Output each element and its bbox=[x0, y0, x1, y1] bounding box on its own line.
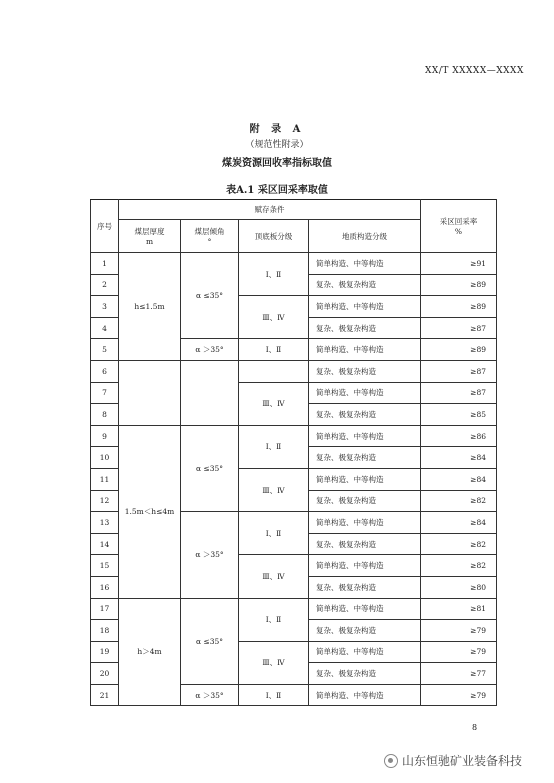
row-number: 20 bbox=[91, 663, 119, 685]
row-number: 21 bbox=[91, 684, 119, 706]
row-number: 17 bbox=[91, 598, 119, 620]
header-thickness-label: 煤层厚度 bbox=[134, 227, 165, 236]
recovery-rate-table bbox=[90, 199, 497, 706]
rate-cell: ≥80 bbox=[421, 576, 497, 598]
roof-cell: Ⅲ、Ⅳ bbox=[239, 296, 309, 339]
rate-cell: ≥87 bbox=[421, 360, 497, 382]
header-dip bbox=[181, 220, 239, 253]
table-row bbox=[91, 598, 497, 620]
thickness-cell-empty bbox=[119, 360, 181, 425]
rate-cell: ≥82 bbox=[421, 490, 497, 512]
structure-cell: 简单构造、中等构造 bbox=[309, 512, 421, 534]
structure-cell: 简单构造、中等构造 bbox=[309, 339, 421, 361]
header-structure: 地质构造分级 bbox=[309, 220, 421, 253]
rate-cell: ≥81 bbox=[421, 598, 497, 620]
thickness-cell: 1.5m＜h≤4m bbox=[119, 425, 181, 598]
row-number: 3 bbox=[91, 296, 119, 318]
table-row bbox=[91, 253, 497, 275]
row-number: 10 bbox=[91, 447, 119, 469]
roof-cell: Ⅲ、Ⅳ bbox=[239, 468, 309, 511]
roof-cell: Ⅰ、Ⅱ bbox=[239, 339, 309, 361]
watermark-text: 山东恒驰矿业装备科技 bbox=[402, 754, 523, 768]
rate-cell: ≥82 bbox=[421, 555, 497, 577]
thickness-cell: h＞4m bbox=[119, 598, 181, 706]
dip-cell: α ≤35° bbox=[181, 425, 239, 511]
structure-cell: 简单构造、中等构造 bbox=[309, 684, 421, 706]
row-number: 19 bbox=[91, 641, 119, 663]
table-caption: 表A.1 采区回采率取值 bbox=[226, 185, 328, 196]
dip-cell: α ＞35° bbox=[181, 339, 239, 361]
header-roof: 顶底板分级 bbox=[239, 220, 309, 253]
row-number: 8 bbox=[91, 404, 119, 426]
row-number: 5 bbox=[91, 339, 119, 361]
header-thickness-unit: m bbox=[145, 237, 154, 246]
rate-cell: ≥89 bbox=[421, 296, 497, 318]
rate-cell: ≥86 bbox=[421, 425, 497, 447]
rate-cell: ≥87 bbox=[421, 382, 497, 404]
structure-cell: 简单构造、中等构造 bbox=[309, 425, 421, 447]
dip-cell: α ≤35° bbox=[181, 598, 239, 684]
structure-cell: 复杂、极复杂构造 bbox=[309, 576, 421, 598]
dip-cell: α ＞35° bbox=[181, 512, 239, 598]
header-rate-unit: % bbox=[454, 227, 463, 236]
row-number: 2 bbox=[91, 274, 119, 296]
structure-cell: 复杂、极复杂构造 bbox=[309, 447, 421, 469]
roof-cell-empty bbox=[239, 360, 309, 382]
roof-cell: Ⅰ、Ⅱ bbox=[239, 425, 309, 468]
structure-cell: 简单构造、中等构造 bbox=[309, 382, 421, 404]
header-rate-label: 采区回采率 bbox=[439, 217, 478, 226]
watermark bbox=[384, 752, 522, 769]
structure-cell: 复杂、极复杂构造 bbox=[309, 533, 421, 555]
page-number: 8 bbox=[472, 723, 478, 732]
rate-cell: ≥79 bbox=[421, 684, 497, 706]
dip-cell: α ≤35° bbox=[181, 253, 239, 339]
roof-cell: Ⅰ、Ⅱ bbox=[239, 253, 309, 296]
structure-cell: 复杂、极复杂构造 bbox=[309, 620, 421, 642]
row-number: 14 bbox=[91, 533, 119, 555]
header-thickness bbox=[119, 220, 181, 253]
row-number: 13 bbox=[91, 512, 119, 534]
table-row bbox=[91, 425, 497, 447]
rate-cell: ≥84 bbox=[421, 512, 497, 534]
structure-cell: 简单构造、中等构造 bbox=[309, 296, 421, 318]
structure-cell: 复杂、极复杂构造 bbox=[309, 317, 421, 339]
roof-cell: Ⅰ、Ⅱ bbox=[239, 512, 309, 555]
rate-cell: ≥91 bbox=[421, 253, 497, 275]
header-rate bbox=[421, 200, 497, 253]
appendix-note: （规范性附录） bbox=[245, 140, 309, 150]
row-number: 18 bbox=[91, 620, 119, 642]
roof-cell: Ⅰ、Ⅱ bbox=[239, 598, 309, 641]
rate-cell: ≥79 bbox=[421, 641, 497, 663]
row-number: 6 bbox=[91, 360, 119, 382]
structure-cell: 复杂、极复杂构造 bbox=[309, 404, 421, 426]
roof-cell: Ⅲ、Ⅳ bbox=[239, 555, 309, 598]
header-conditions: 赋存条件 bbox=[119, 200, 421, 220]
structure-cell: 简单构造、中等构造 bbox=[309, 468, 421, 490]
roof-cell: Ⅲ、Ⅳ bbox=[239, 641, 309, 684]
structure-cell: 简单构造、中等构造 bbox=[309, 641, 421, 663]
dip-cell: α ＞35° bbox=[181, 684, 239, 706]
appendix-title: 附 录 A bbox=[249, 124, 305, 135]
row-number: 7 bbox=[91, 382, 119, 404]
rate-cell: ≥87 bbox=[421, 317, 497, 339]
row-number: 16 bbox=[91, 576, 119, 598]
rate-cell: ≥89 bbox=[421, 339, 497, 361]
thickness-cell: h≤1.5m bbox=[119, 253, 181, 361]
row-number: 1 bbox=[91, 253, 119, 275]
rate-cell: ≥84 bbox=[421, 468, 497, 490]
header-dip-mark: ° bbox=[207, 237, 212, 246]
rate-cell: ≥79 bbox=[421, 620, 497, 642]
standard-code: XX/T XXXXX—XXXX bbox=[425, 66, 524, 76]
rate-cell: ≥77 bbox=[421, 663, 497, 685]
row-number: 4 bbox=[91, 317, 119, 339]
structure-cell: 复杂、极复杂构造 bbox=[309, 490, 421, 512]
row-number: 15 bbox=[91, 555, 119, 577]
structure-cell: 简单构造、中等构造 bbox=[309, 598, 421, 620]
rate-cell: ≥85 bbox=[421, 404, 497, 426]
table-row bbox=[91, 360, 497, 382]
rate-cell: ≥84 bbox=[421, 447, 497, 469]
roof-cell: Ⅰ、Ⅱ bbox=[239, 684, 309, 706]
structure-cell: 简单构造、中等构造 bbox=[309, 253, 421, 275]
dip-cell-empty bbox=[181, 360, 239, 425]
header-dip-label: 煤层倾角 bbox=[194, 227, 225, 236]
wechat-channel-icon bbox=[384, 754, 398, 768]
rate-cell: ≥89 bbox=[421, 274, 497, 296]
row-number: 12 bbox=[91, 490, 119, 512]
header-seq: 序号 bbox=[91, 200, 119, 253]
structure-cell: 复杂、极复杂构造 bbox=[309, 274, 421, 296]
row-number: 9 bbox=[91, 425, 119, 447]
structure-cell: 简单构造、中等构造 bbox=[309, 555, 421, 577]
structure-cell: 复杂、极复杂构造 bbox=[309, 663, 421, 685]
roof-cell: Ⅲ、Ⅳ bbox=[239, 382, 309, 425]
row-number: 11 bbox=[91, 468, 119, 490]
rate-cell: ≥82 bbox=[421, 533, 497, 555]
appendix-subtitle: 煤炭资源回收率指标取值 bbox=[222, 158, 332, 169]
structure-cell: 复杂、极复杂构造 bbox=[309, 360, 421, 382]
